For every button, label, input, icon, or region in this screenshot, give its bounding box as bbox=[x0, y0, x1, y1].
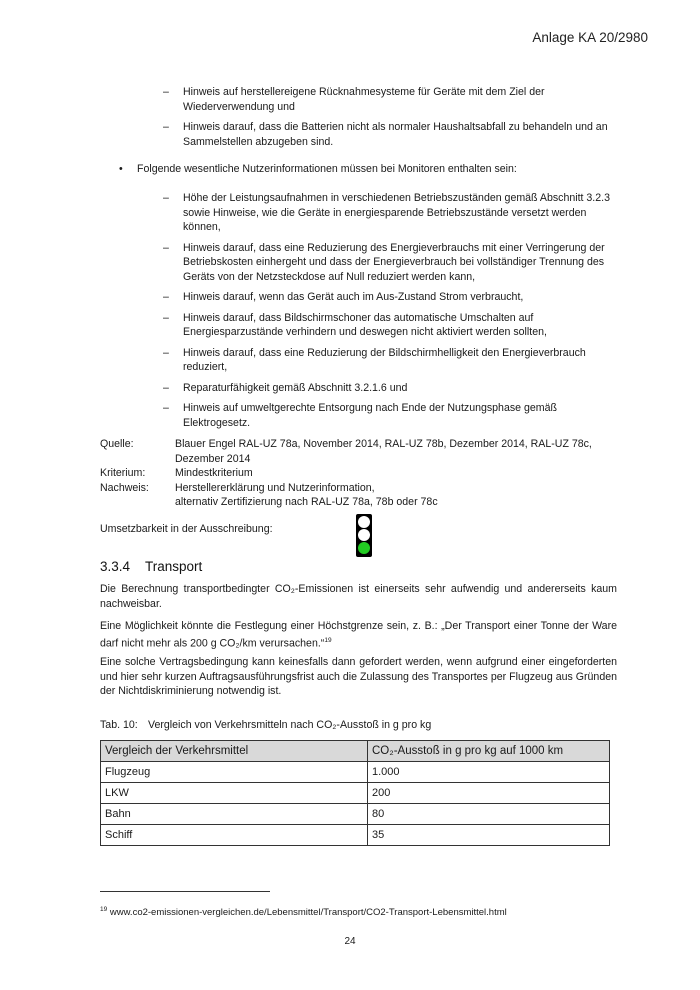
nachweis-line-1: Herstellererklärung und Nutzerinformation, bbox=[175, 481, 375, 494]
nachweis-label: Nachweis: bbox=[100, 481, 149, 494]
table-cell: Schiff bbox=[101, 825, 368, 846]
paragraph-2-text: Eine Möglichkeit könnte die Festlegung einer Höchstgrenze sein, z. B.: „Der Transport einer Tonne der Ware darf nicht mehr als 200 g CO₂/km verursachen.“ bbox=[100, 620, 617, 650]
table-header-row bbox=[101, 741, 610, 762]
footnote-ref[interactable]: 19 bbox=[324, 636, 332, 644]
list-item-text: Hinweis auf herstellereigene Rücknahmesysteme für Geräte mit dem Ziel der Wiederverwendung und bbox=[183, 86, 545, 113]
dash-marker: – bbox=[163, 311, 169, 324]
dash-marker: – bbox=[163, 291, 169, 303]
list-item-text: Höhe der Leistungsaufnahmen in verschiedenen Betriebszuständen gemäß Abschnitt 3.2.3 sowie Hinweise, wie die Geräte in energiesparende Betriebszustände versetzt werden können, bbox=[183, 192, 610, 233]
footnote-link[interactable]: www.co2-emissionen-vergleichen.de/Lebensmittel/Transport/CO2-Transport-Lebensmittel.html bbox=[109, 907, 507, 919]
list-item-text: Reparaturfähigkeit gemäß Abschnitt 3.2.1.6 und bbox=[183, 381, 408, 394]
footnote-number: 19 bbox=[100, 906, 108, 913]
traffic-light-bottom-green bbox=[358, 542, 370, 554]
footnote bbox=[100, 906, 507, 918]
list-item-text: Hinweis darauf, dass die Batterien nicht als normaler Haushaltsabfall zu behandeln und an Sammelstellen abzugeben sind. bbox=[183, 121, 608, 148]
dash-marker: – bbox=[163, 121, 169, 133]
dash-marker: – bbox=[163, 86, 169, 98]
table-cell: Bahn bbox=[101, 804, 368, 825]
list-item-text: Hinweis darauf, dass eine Reduzierung des Energieverbrauchs mit einer Verringerung der Betriebskosten einhergeht und dass der Energieverbrauch bei vollständiger Trennung des Geräts von der Netzsteckdose auf Null reduziert werden kann, bbox=[183, 241, 605, 283]
paragraph-1: Die Berechnung transportbedingter CO₂-Emissionen ist einerseits sehr aufwendig und andererseits kaum nachweisbar. bbox=[100, 583, 617, 610]
traffic-light-icon bbox=[356, 514, 372, 557]
table-caption-text: Vergleich von Verkehrsmitteln nach CO₂-Ausstoß in g pro kg bbox=[148, 719, 432, 731]
page-number: 24 bbox=[344, 936, 356, 947]
column-header: Vergleich der Verkehrsmittel bbox=[101, 741, 368, 762]
table-cell: 200 bbox=[368, 783, 610, 804]
column-header: CO₂-Ausstoß in g pro kg auf 1000 km bbox=[368, 741, 610, 762]
table-row bbox=[101, 762, 610, 783]
list-item-text: Hinweis darauf, wenn das Gerät auch im Aus-Zustand Strom verbraucht, bbox=[183, 291, 524, 303]
list-item bbox=[163, 191, 618, 235]
monitor-info-list bbox=[163, 191, 618, 436]
list-item-text: Hinweis auf umweltgerechte Entsorgung nach Ende der Nutzungsphase gemäß Elektrogesetz. bbox=[183, 402, 557, 429]
quelle-value: Blauer Engel RAL-UZ 78a, November 2014, RAL-UZ 78b, Dezember 2014, RAL-UZ 78c, Dezember 2014 bbox=[175, 438, 592, 465]
traffic-light-top bbox=[358, 516, 370, 528]
paragraph-3: Eine solche Vertragsbedingung kann keinesfalls dann gefordert werden, wenn aufgrund einer eingeforderten und hier sehr kurzen Auftragsausführungsfrist auch die Zulassung des Transportes per Flugzeug aus Gründen der Nichtdiskriminierung notwendig ist. bbox=[100, 656, 617, 697]
return-hints-list bbox=[163, 85, 618, 155]
list-item-text: Hinweis darauf, dass Bildschirmschoner das automatische Umschalten auf Energiesparzustände verhindern und deswegen nicht aktiviert werden sollten, bbox=[183, 311, 547, 338]
meta-row-kriterium bbox=[100, 466, 605, 481]
dash-marker: – bbox=[163, 402, 169, 414]
table-cell: Flugzeug bbox=[101, 762, 368, 783]
nachweis-value bbox=[175, 481, 605, 510]
list-item-text: Hinweis darauf, dass eine Reduzierung der Bildschirmhelligkeit den Energieverbrauch reduziert, bbox=[183, 346, 586, 373]
nachweis-line-2: alternativ Zertifizierung nach RAL-UZ 78a, 78b oder 78c bbox=[175, 496, 438, 508]
dash-marker: – bbox=[163, 346, 169, 359]
table-caption bbox=[100, 719, 431, 731]
section-number: 3.3.4 bbox=[100, 559, 131, 574]
list-item bbox=[163, 381, 618, 396]
list-item bbox=[163, 290, 618, 305]
table-cell: 35 bbox=[368, 825, 610, 846]
quelle-label: Quelle: bbox=[100, 438, 134, 450]
bullet-marker: • bbox=[119, 163, 123, 175]
bullet-text: Folgende wesentliche Nutzerinformationen müssen bei Monitoren enthalten sein: bbox=[137, 163, 517, 175]
list-item bbox=[163, 401, 618, 430]
dash-marker: – bbox=[163, 241, 169, 254]
table-row bbox=[101, 804, 610, 825]
criterion-meta bbox=[100, 437, 605, 510]
list-item bbox=[163, 346, 618, 375]
table-cell: 80 bbox=[368, 804, 610, 825]
traffic-light-middle bbox=[358, 529, 370, 541]
list-item bbox=[163, 120, 618, 149]
table-row bbox=[101, 825, 610, 846]
list-item bbox=[163, 311, 618, 340]
dash-marker: – bbox=[163, 192, 169, 204]
table-row bbox=[101, 783, 610, 804]
list-item bbox=[163, 85, 618, 114]
paragraph-2 bbox=[100, 619, 617, 651]
kriterium-label: Kriterium: bbox=[100, 467, 146, 479]
monitor-info-bullet bbox=[121, 162, 601, 177]
table-caption-number: Tab. 10: bbox=[100, 719, 138, 731]
table-cell: LKW bbox=[101, 783, 368, 804]
table-cell: 1.000 bbox=[368, 762, 610, 783]
section-title: Transport bbox=[145, 559, 203, 574]
dash-marker: – bbox=[163, 381, 169, 394]
annex-label: Anlage KA 20/2980 bbox=[532, 30, 648, 45]
meta-row-nachweis bbox=[100, 481, 605, 510]
transport-comparison-table bbox=[100, 740, 610, 846]
umsetzbarkeit-label: Umsetzbarkeit in der Ausschreibung: bbox=[100, 523, 273, 535]
list-item bbox=[163, 241, 618, 285]
kriterium-value: Mindestkriterium bbox=[175, 467, 253, 479]
meta-row-quelle bbox=[100, 437, 605, 466]
footnote-divider bbox=[100, 891, 270, 892]
section-heading bbox=[100, 559, 202, 574]
